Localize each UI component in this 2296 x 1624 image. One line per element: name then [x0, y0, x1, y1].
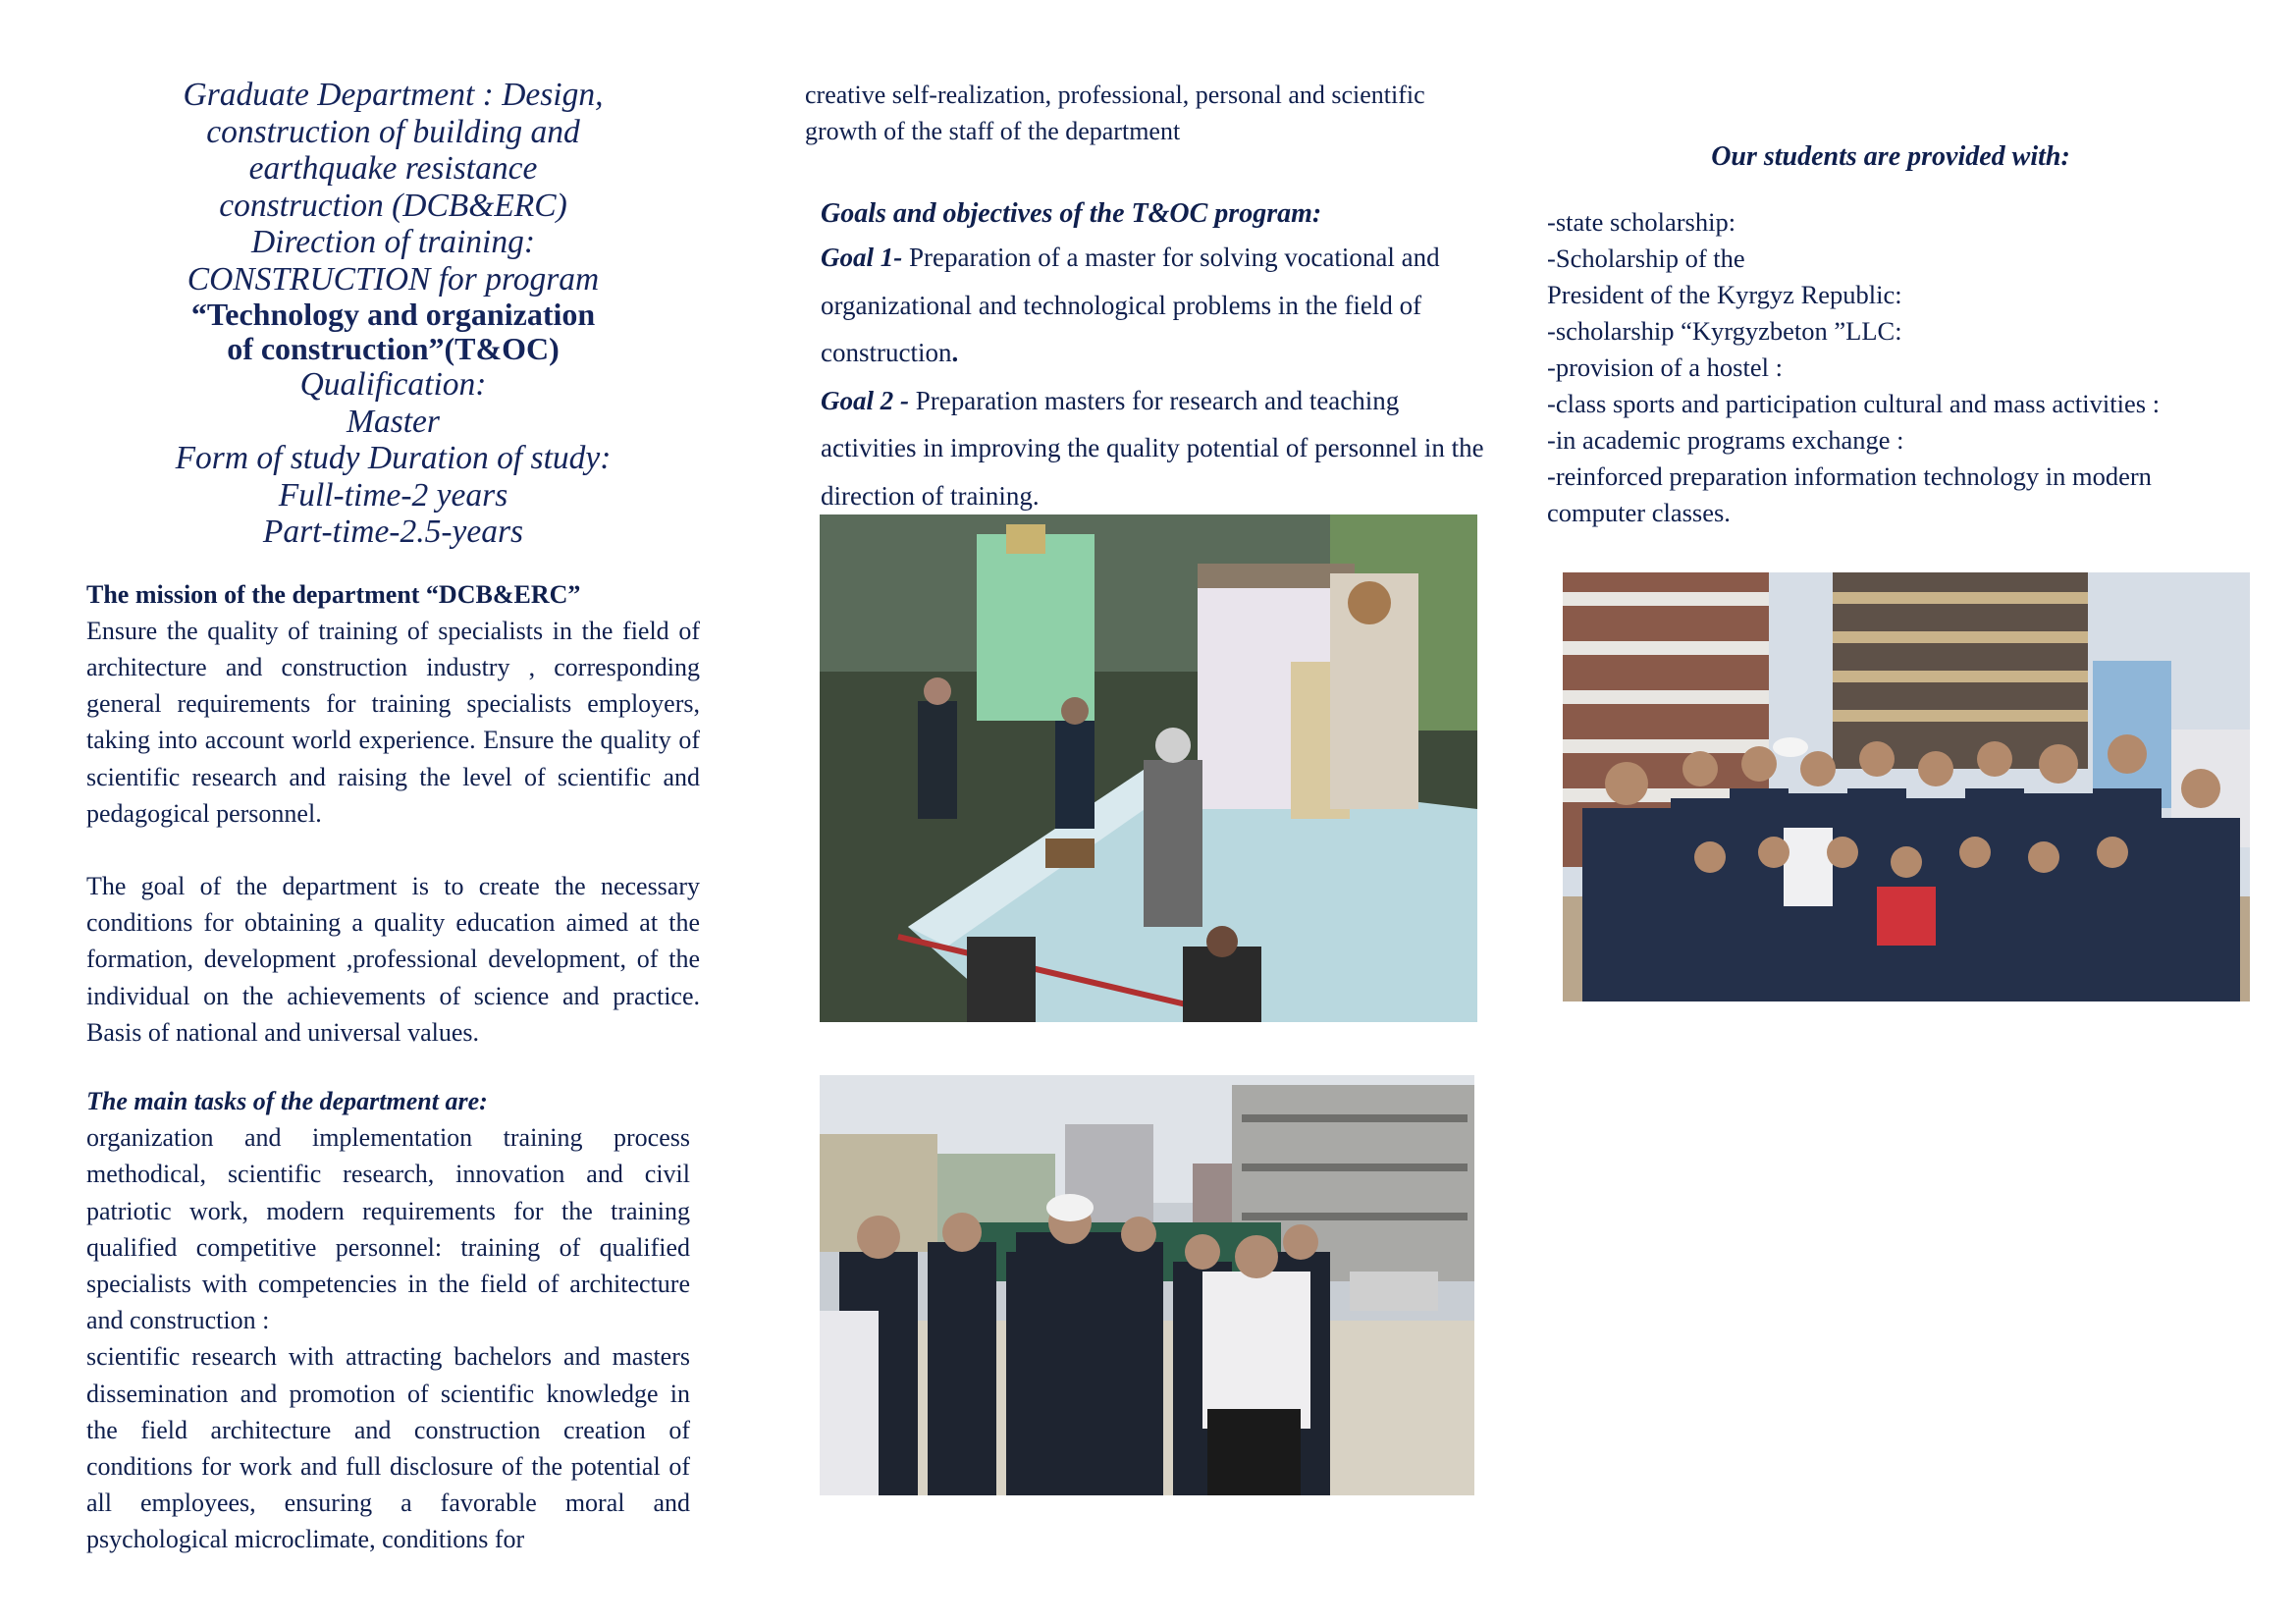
goal-1 — [821, 234, 1492, 377]
mission-title: The mission of the department “DCB&ERC” — [86, 579, 581, 609]
goal-2 — [821, 377, 1492, 520]
department-goal-text: The goal of the department is to create the necessary conditions for obtaining a quality education aimed at the formation, development ,professional development, of the individual on the achievements of science and practice. Basis of national and universal values. — [86, 871, 700, 1047]
program-name-line: “Technology and organization — [190, 297, 596, 332]
tasks-section — [86, 1083, 690, 1558]
middle-column — [805, 77, 1492, 519]
heading-line: Form of study Duration of study: — [175, 440, 612, 476]
list-item: computer classes. — [1547, 498, 1731, 527]
goals-title: Goals and objectives of the T&OC program: — [821, 198, 1322, 230]
goal-2-text: Preparation masters for research and teaching activities in improving the quality potential of personnel in the direction of training. — [821, 385, 1484, 511]
heading-line: construction (DCB&ERC) — [219, 187, 567, 224]
mission-section — [86, 576, 700, 832]
students-title: Our students are provided with: — [1711, 141, 2070, 172]
tasks-text-1: organization and implementation training process methodical, scientific research, innovation and civil patriotic work, modern requirements for the training qualified competitive personnel: training of qualified specialists with competencies in the field of architecture and construction : — [86, 1123, 690, 1335]
lab-experiment-photo — [820, 514, 1477, 1022]
construction-site-visit-photo — [820, 1075, 1474, 1495]
heading-line: Graduate Department : Design, — [183, 77, 604, 113]
list-item: President of the Kyrgyz Republic: — [1547, 280, 1902, 309]
heading-line: Qualification: — [299, 366, 487, 403]
goal-1-text: Preparation of a master for solving vocational and organizational and technological problems in the field of construction — [821, 243, 1440, 368]
continued-text: creative self-realization, professional, personal and scientific growth of the staff of the department — [805, 81, 1425, 146]
tasks-text-2: scientific research with attracting bachelors and masters dissemination and promotion of scientific knowledge in the field architecture and construction creation of conditions for work and full disclosure of the potential of all employees, ensuring a favorable moral and psychological microclimate, conditions for — [86, 1342, 690, 1554]
program-heading — [86, 77, 700, 551]
list-item: -provision of a hostel : — [1547, 352, 1783, 382]
list-item: -state scholarship: — [1547, 207, 1736, 237]
tasks-title: The main tasks of the department are: — [86, 1086, 488, 1115]
heading-line: Direction of training: — [250, 224, 536, 260]
list-item: -Scholarship of the — [1547, 244, 1745, 273]
heading-line: Part-time-2.5-years — [262, 514, 524, 550]
benefits-list — [1547, 204, 2234, 531]
heading-line: Full-time-2 years — [278, 476, 508, 514]
goal-1-end: . — [951, 338, 959, 368]
left-column — [86, 77, 700, 1558]
heading-line: Master — [347, 403, 440, 440]
right-column — [1547, 137, 2234, 531]
students-group-photo — [1563, 572, 2250, 1001]
goal-2-label: Goal 2 - — [821, 385, 909, 415]
list-item: -class sports and participation cultural and mass activities : — [1547, 389, 2161, 418]
mission-text: Ensure the quality of training of specialists in the field of architecture and construction industry , corresponding general requirements for training specialists employers, taking into account world experience. Ensure the quality of scientific research and raising the level of scientific and pedagogical personnel. — [86, 616, 700, 828]
list-item: -in academic programs exchange : — [1547, 425, 1904, 455]
heading-line: CONSTRUCTION for program — [187, 260, 600, 298]
program-name-line: of construction”(T&OC) — [227, 331, 560, 366]
list-item: -scholarship “Kyrgyzbeton ”LLC: — [1547, 316, 1902, 346]
goal-1-label: Goal 1- — [821, 243, 903, 273]
heading-line: earthquake resistance — [248, 150, 538, 187]
list-item: -reinforced preparation information technology in modern — [1547, 461, 2152, 491]
heading-line: construction of building and — [206, 113, 580, 150]
